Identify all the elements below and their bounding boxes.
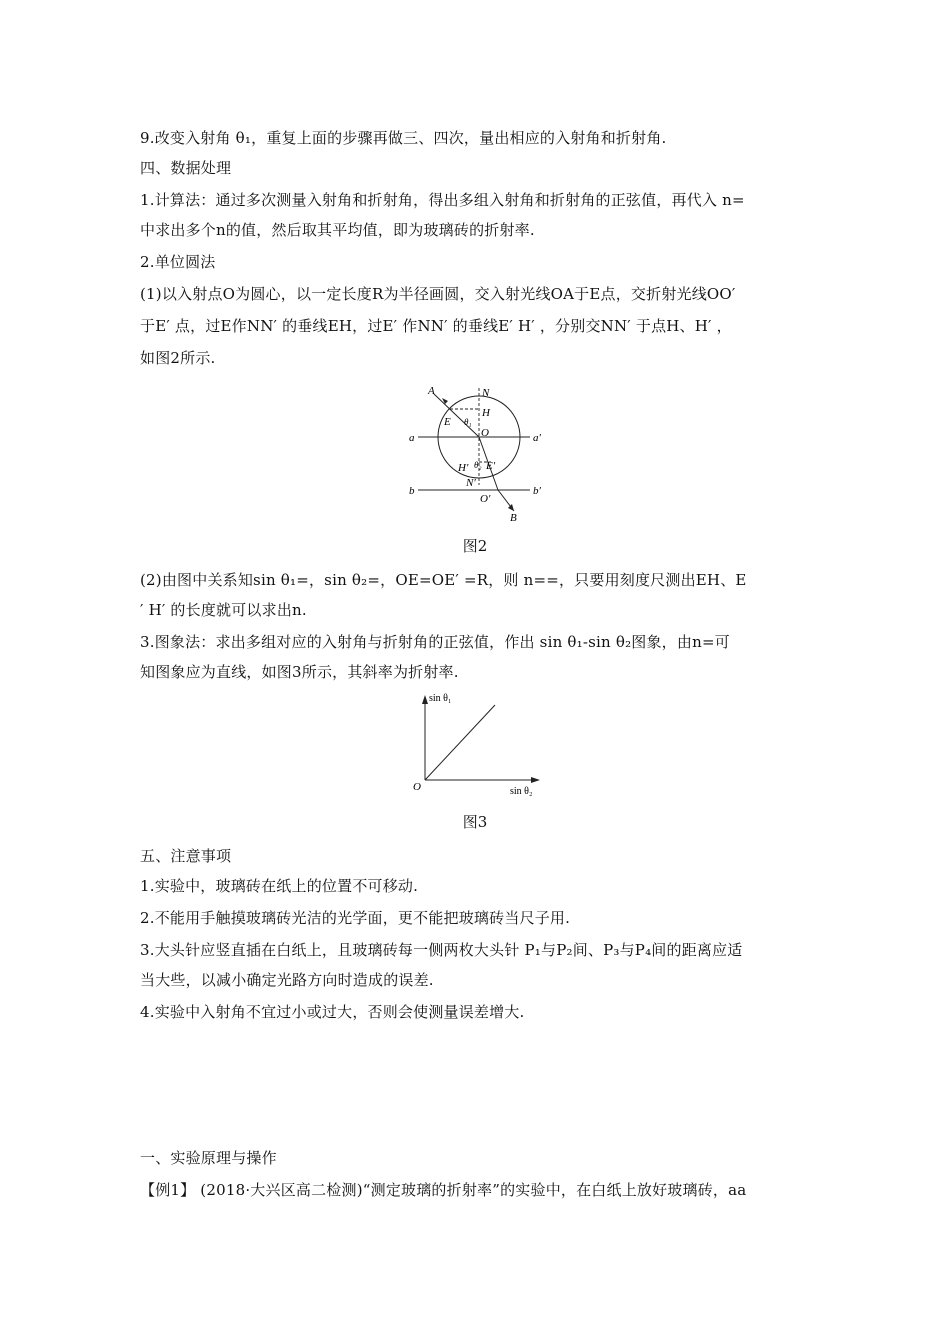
label-a-right: a′ bbox=[533, 432, 541, 444]
label-n-prime: N′ bbox=[466, 477, 476, 489]
text-line-7: 于E′ 点，过E作NN′ 的垂线EH，过E′ 作NN′ 的垂线E′ H′ ，分别交NN′ 于点H、H′ ， bbox=[140, 317, 732, 335]
section-heading-data-processing: 四、数据处理 bbox=[140, 159, 232, 177]
text-line-11: 3.图象法：求出多组对应的入射角与折射角的正弦值，作出 sin θ₁-sin θ₂图象，由n=可 bbox=[140, 633, 730, 651]
label-e-prime: E′ bbox=[486, 460, 496, 472]
text-line-12: 知图象应为直线，如图3所示，其斜率为折射率. bbox=[140, 663, 459, 681]
section-heading-notes: 五、注意事项 bbox=[140, 847, 232, 865]
label-b-right: b′ bbox=[533, 485, 541, 497]
label-o-prime: O′ bbox=[480, 493, 491, 505]
label-h-prime: H′ bbox=[458, 462, 469, 474]
text-line-10: ′ H′ 的长度就可以求出n. bbox=[140, 601, 307, 619]
x-axis-arrow bbox=[531, 777, 540, 783]
label-b-point: B bbox=[510, 512, 517, 524]
label-theta2: θ₂ bbox=[474, 460, 482, 470]
text-line-6: (1)以入射点O为圆心，以一定长度R为半径画圆，交入射光线OA于E点，交折射光线OO′ bbox=[140, 285, 736, 303]
label-h: H bbox=[482, 407, 490, 419]
example-1-line: 【例1】 (2018·大兴区高二检测)“测定玻璃的折射率”的实验中，在白纸上放好玻璃砖，aa bbox=[140, 1181, 747, 1199]
figure-3-graph bbox=[405, 688, 555, 803]
figure-2-caption: 图2 bbox=[462, 537, 488, 555]
label-theta1: θ₁ bbox=[464, 417, 472, 427]
label-o: O bbox=[481, 427, 489, 439]
label-e: E bbox=[444, 416, 451, 428]
text-line-14: 1.实验中，玻璃砖在纸上的位置不可移动. bbox=[140, 877, 419, 895]
text-line-5: 2.单位圆法 bbox=[140, 253, 216, 271]
text-line-16: 3.大头针应竖直插在白纸上，且玻璃砖每一侧两枚大头针 P₁与P₂间、P₃与P₄间的距离应适 bbox=[140, 941, 743, 959]
origin-label: O bbox=[413, 781, 421, 793]
figure-2-diagram bbox=[400, 380, 560, 525]
x-axis-label: sin θ₂ bbox=[510, 786, 533, 797]
label-a-left: a bbox=[409, 432, 415, 444]
y-axis-label: sin θ₁ bbox=[429, 693, 452, 704]
text-line-17: 当大些，以减小确定光路方向时造成的误差. bbox=[140, 971, 434, 989]
text-line-9: (2)由图中关系知sin θ₁=，sin θ₂=，OE=OE′ =R，则 n==，只要用刻度尺测出EH、E bbox=[140, 571, 747, 589]
label-b-left: b bbox=[409, 485, 415, 497]
incident-ray bbox=[434, 394, 479, 437]
figure-3-caption: 图3 bbox=[462, 813, 488, 831]
text-line-8: 如图2所示. bbox=[140, 349, 216, 367]
section-heading-principle: 一、实验原理与操作 bbox=[140, 1149, 277, 1167]
text-line-1: 9.改变入射角 θ₁，重复上面的步骤再做三、四次，量出相应的入射角和折射角. bbox=[140, 129, 667, 147]
label-a-point: A bbox=[428, 385, 435, 397]
text-line-15: 2.不能用手触摸玻璃砖光洁的光学面，更不能把玻璃砖当尺子用. bbox=[140, 909, 571, 927]
text-line-4: 中求出多个n的值，然后取其平均值，即为玻璃砖的折射率. bbox=[140, 221, 535, 239]
text-line-3: 1.计算法：通过多次测量入射角和折射角，得出多组入射角和折射角的正弦值，再代入 n= bbox=[140, 191, 745, 209]
label-n: N bbox=[482, 387, 490, 399]
proportional-line bbox=[425, 705, 495, 780]
y-axis-arrow bbox=[422, 695, 428, 704]
text-line-18: 4.实验中入射角不宜过小或过大，否则会使测量误差增大. bbox=[140, 1003, 525, 1021]
